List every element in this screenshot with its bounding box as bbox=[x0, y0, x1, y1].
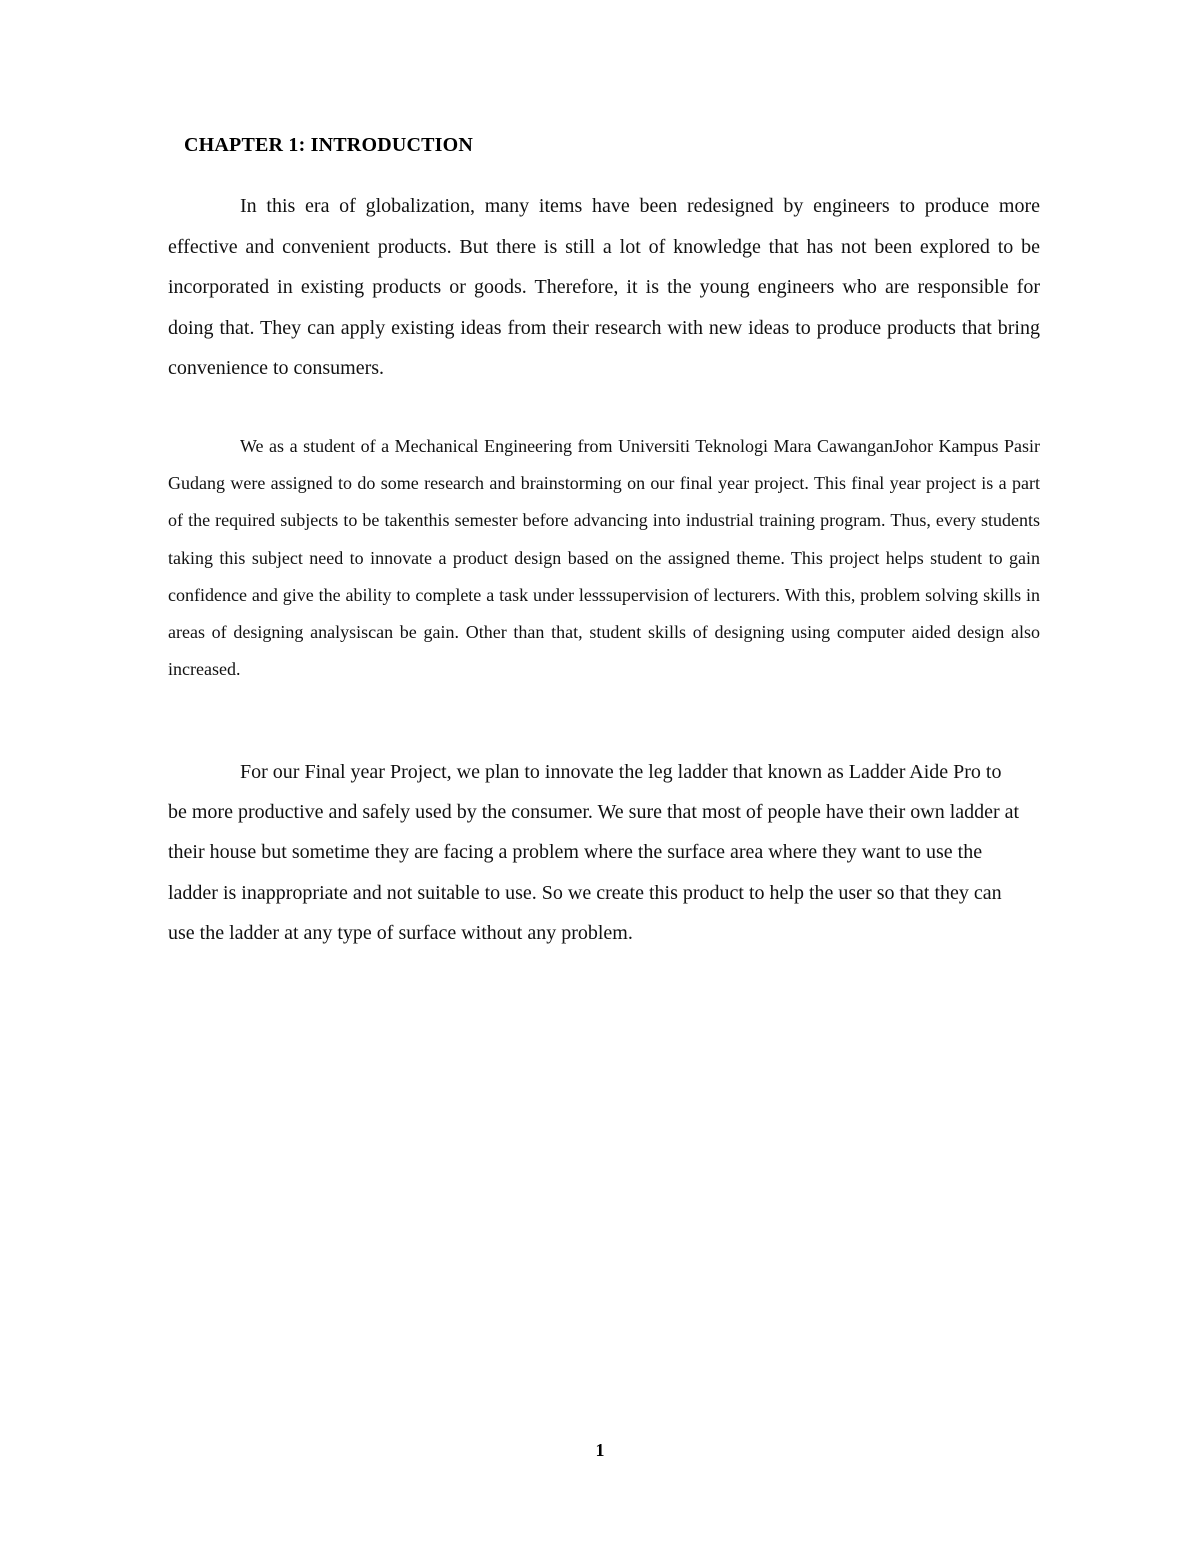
chapter-heading: CHAPTER 1: INTRODUCTION bbox=[184, 134, 474, 156]
paragraph-project-description: For our Final year Project, we plan to innovate the leg ladder that known as Ladder Aide Pro to be more productive and safely used by the consumer. We sure that most of people have their own ladder at their house but sometime they are facing a problem where the surface area where they want to use the ladder is inappropriate and not suitable to use. So we create this product to help the user so that they can use the ladder at any type of surface without any problem. bbox=[168, 761, 1020, 944]
paragraph-intro: In this era of globalization, many items have been redesigned by engineers to produce more effective and convenient products. But there is still a lot of knowledge that has not been explored to be incorporated in existing products or goods. Therefore, it is the young engineers who are responsible for doing that. They can apply existing ideas from their research with new ideas to produce products that bring convenience to consumers. bbox=[168, 195, 1040, 380]
paragraph-student-assignment: We as a student of a Mechanical Engineering from Universiti Teknologi Mara CawanganJohor Kampus Pasir Gudang were assigned to do some research and brainstorming on our final year project. This final year project is a part of the required subjects to be takenthis semester before advancing into industrial training program. Thus, every students taking this subject need to innovate a product design based on the assigned theme. This project helps student to gain confidence and give the ability to complete a task under lesssupervision of lecturers. With this, problem solving skills in areas of designing analysiscan be gain. Other than that, student skills of designing using computer aided design also increased. bbox=[168, 436, 1040, 680]
page-number: 1 bbox=[595, 1440, 605, 1460]
